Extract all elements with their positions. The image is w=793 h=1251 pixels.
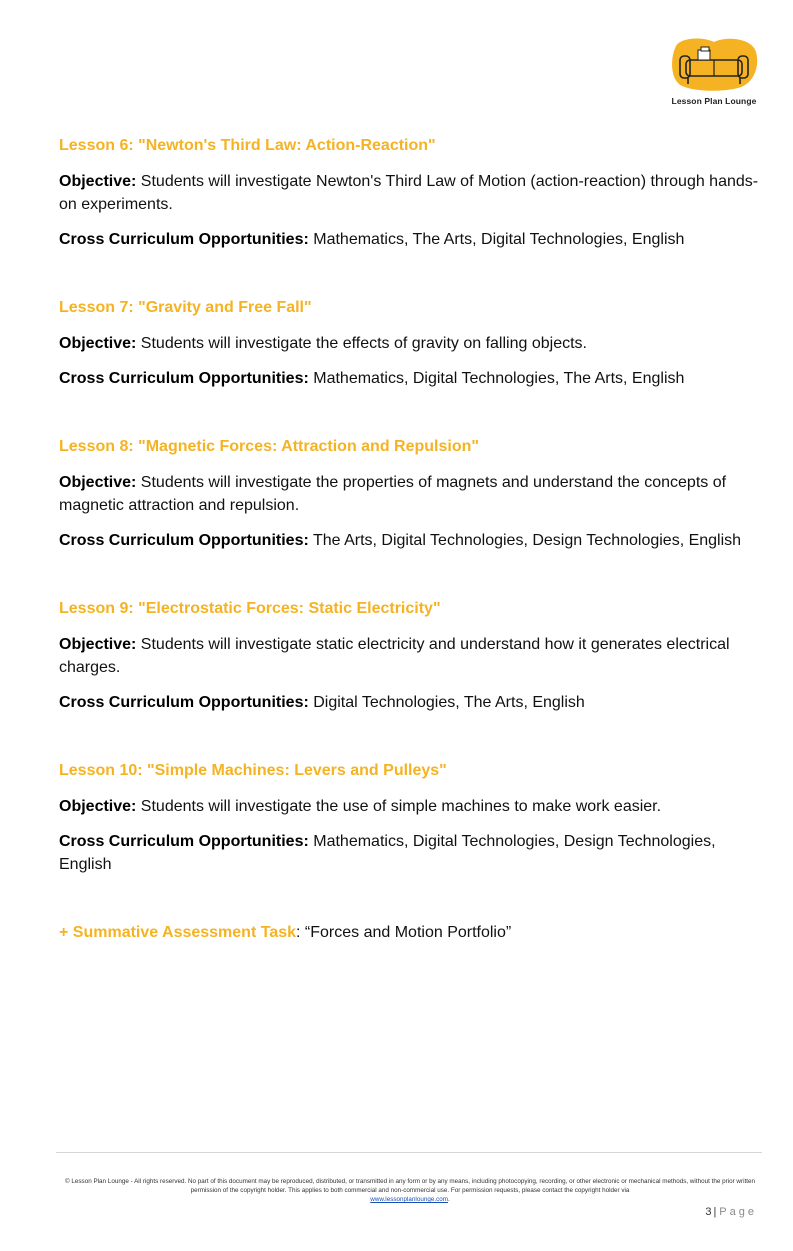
- objective: [59, 332, 759, 355]
- objective-label: Objective:: [59, 173, 137, 190]
- lesson-list: [59, 135, 759, 944]
- cross-curriculum-label: Cross Curriculum Opportunities:: [59, 370, 309, 387]
- lesson-title: Lesson 9: "Electrostatic Forces: Static Electricity": [59, 600, 441, 617]
- lesson-title: Lesson 8: "Magnetic Forces: Attraction and Repulsion": [59, 438, 479, 455]
- sofa-icon: [668, 36, 760, 94]
- cross-curriculum: [59, 691, 759, 714]
- lesson-title: Lesson 7: "Gravity and Free Fall": [59, 299, 312, 316]
- summative-label: + Summative Assessment Task: [59, 924, 297, 941]
- objective-label: Objective:: [59, 474, 137, 491]
- lesson-title: Lesson 6: "Newton's Third Law: Action-Reaction": [59, 137, 436, 154]
- lesson-8: [59, 436, 759, 552]
- cross-curriculum-text: Mathematics, Digital Technologies, The Arts, English: [308, 370, 685, 387]
- objective: [59, 170, 759, 216]
- lesson-6: [59, 135, 759, 251]
- cross-curriculum: [59, 228, 759, 251]
- page-number: [705, 1206, 757, 1218]
- objective-label: Objective:: [59, 335, 137, 352]
- footer-divider: [56, 1152, 762, 1153]
- cross-curriculum: [59, 830, 759, 876]
- objective: [59, 471, 759, 517]
- page-word: Page: [719, 1206, 757, 1218]
- logo-text: Lesson Plan Lounge: [671, 96, 757, 106]
- copyright-text: © Lesson Plan Lounge - All rights reserved. No part of this document may be reproduced, distributed, or transmitted in any form or by any means, including photocopying, recording, or other electronic or mechanical methods, without the prior written permission of the copyright holder. This applies to both commercial and non-commercial use. For permission requests, please contact the copyright holder via: [65, 1178, 755, 1194]
- cross-curriculum-text: The Arts, Digital Technologies, Design Technologies, English: [308, 532, 742, 549]
- page-separator: |: [713, 1206, 717, 1218]
- page-number-value: 3: [705, 1206, 712, 1218]
- objective-label: Objective:: [59, 636, 137, 653]
- footer-copyright: [62, 1177, 758, 1204]
- objective-text: Students will investigate the effects of gravity on falling objects.: [136, 335, 587, 352]
- cross-curriculum: [59, 367, 759, 390]
- objective-text: Students will investigate Newton's Third Law of Motion (action-reaction) through hands-on experiments.: [59, 173, 759, 213]
- cross-curriculum-text: Mathematics, Digital Technologies, Design Technologies, English: [59, 833, 716, 873]
- lesson-title: Lesson 10: "Simple Machines: Levers and Pulleys": [59, 762, 447, 779]
- cross-curriculum: [59, 529, 759, 552]
- objective-text: Students will investigate the use of simple machines to make work easier.: [136, 798, 662, 815]
- cross-curriculum-label: Cross Curriculum Opportunities:: [59, 833, 309, 850]
- objective: [59, 633, 759, 679]
- objective-text: Students will investigate the properties of magnets and understand the concepts of magnetic attraction and repulsion.: [59, 474, 727, 514]
- logo: [666, 36, 762, 112]
- cross-curriculum-label: Cross Curriculum Opportunities:: [59, 231, 309, 248]
- summative-assessment: [59, 922, 759, 944]
- cross-curriculum-text: Digital Technologies, The Arts, English: [308, 694, 585, 711]
- cross-curriculum-text: Mathematics, The Arts, Digital Technologies, English: [308, 231, 685, 248]
- cross-curriculum-label: Cross Curriculum Opportunities:: [59, 532, 309, 549]
- link-suffix: .: [447, 1196, 450, 1203]
- objective-text: Students will investigate static electricity and understand how it generates electrical charges.: [59, 636, 730, 676]
- objective-label: Objective:: [59, 798, 137, 815]
- summative-text: : “Forces and Motion Portfolio”: [296, 924, 512, 941]
- lesson-10: [59, 760, 759, 876]
- website-link[interactable]: www.lessonplanlounge.com: [370, 1196, 448, 1203]
- lesson-7: [59, 297, 759, 390]
- lesson-9: [59, 598, 759, 714]
- objective: [59, 795, 759, 818]
- cross-curriculum-label: Cross Curriculum Opportunities:: [59, 694, 309, 711]
